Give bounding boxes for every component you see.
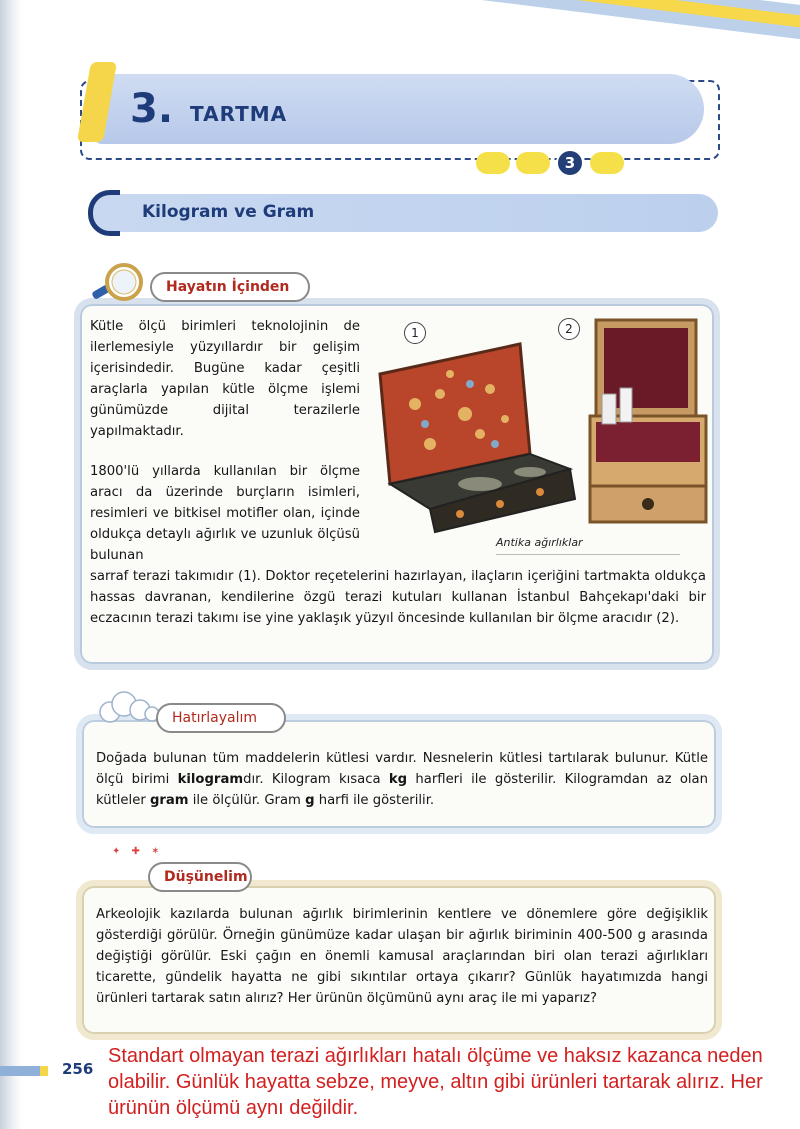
hayatin-icinden-text-continued: [90, 566, 706, 629]
antique-weights-photos: [370, 316, 710, 556]
footer-bar-accent: [40, 1066, 48, 1076]
hayatin-icinden-text: [90, 316, 360, 566]
photo-caption: Antika ağırlıklar: [496, 536, 583, 549]
progress-dot: [590, 152, 624, 174]
footer-bar: [0, 1066, 40, 1076]
sparkle-icon: ✦ ✚ ✶: [112, 846, 164, 857]
photo-number-2: 2: [558, 318, 580, 340]
text-run: dır. Kilogram kısaca: [243, 772, 389, 787]
hatirlayalim-text: [96, 748, 708, 811]
caption-divider: [496, 554, 680, 555]
paragraph: 1800'lü yıllarda kullanılan bir ölçme aracı da üzerinde burçların isimleri, resimleri ve bitkisel motifler olan, içinde oldukça detaylı ağırlık ve uzunluk ölçüsü bulunan: [90, 464, 360, 563]
term-gram: gram: [149, 793, 189, 808]
section-bracket: [88, 190, 120, 236]
chapter-number: 3.: [130, 86, 174, 132]
cloud-icon: [92, 690, 162, 726]
progress-dot: [476, 152, 510, 174]
paragraph: [96, 748, 708, 811]
page-number: 256: [62, 1060, 94, 1078]
text-run: Doğada bulunan tüm maddelerin kütlesi vardır. Nesnelerin kütlesi tartılarak bulunur. Kütle ölçü birimi: [96, 751, 708, 787]
text-run: harfi ile gösterilir.: [314, 793, 435, 808]
term-kilogram: kilogram: [177, 772, 244, 787]
hatirlayalim-label: Hatırlayalım: [156, 703, 286, 733]
paragraph: sarraf terazi takımıdır (1). Doktor reçetelerini hazırlayan, ilaçların içeriğini tartmakta oldukça hassas davranan, kendilerine özgü terazi kutuları kullanan İstanbul Bahçekapı'daki bir eczacının terazi takımı ise yine yaklaşık yüzyıl öncesinde kullanılan bir ölçme aracıdır (2).: [90, 569, 706, 626]
text-run: harfleri ile gösterilir. Kilogramdan az olan kütleler: [96, 772, 708, 808]
progress-dot: [516, 152, 550, 174]
magnifier-icon: [90, 262, 148, 306]
section-title-bar: [88, 194, 718, 232]
page-binding-edge: [0, 0, 22, 1129]
hayatin-icinden-label: Hayatın İçinden: [150, 272, 310, 302]
term-kg: kg: [388, 772, 408, 787]
handwritten-answer: Standart olmayan terazi ağırlıkları hatalı ölçüme ve haksız kazanca neden olabilir. Günlük hayatta sebze, meyve, altın gibi ürünleri tartarak alırız. Her ürünün ölçümü aynı değildir.: [108, 1045, 763, 1119]
chapter-banner: [94, 74, 704, 144]
term-g: g: [305, 793, 315, 808]
text-run: ile ölçülür. Gram: [188, 793, 306, 808]
chapter-progress-dots: [476, 150, 624, 176]
chapter-header: [80, 66, 720, 172]
chapter-badge: 3: [556, 149, 584, 177]
section-title: Kilogram ve Gram: [142, 202, 315, 222]
photo-number-1: 1: [404, 322, 426, 344]
pharmacy-scale-box-photo: [580, 316, 708, 526]
top-decoration: [360, 0, 800, 40]
antique-scale-box-photo: [370, 334, 580, 534]
dusunelim-label: Düşünelim: [148, 862, 252, 892]
paragraph: Arkeolojik kazılarda bulunan ağırlık birimlerinin kentlere ve dönemlere göre değişiklik gösterdiği görülür. Örneğin günümüze kadar ulaşan bir ağırlık biriminin 400-500 g arasında değiştiği görülür. Eski çağın en önemli kamusal araçlarından biri olan terazi ağırlıkları ticarette, gündelik hayatta ne gibi sıkıntılar ortaya çıkarır? Günlük hayatımızda hangi ürünleri tartarak satın alırız? Her ürünün ölçümünü aynı araç ile mi yaparız?: [96, 907, 708, 1006]
dusunelim-text: [96, 904, 708, 1009]
paragraph: Kütle ölçü birimleri teknolojinin de ilerlemesiyle yüzyıllardır bir gelişim içerisindedir. Bugüne kadar çeşitli araçlarla yapılan kütle ölçme işlemi günümüzde dijital terazilerle yapılmaktadır.: [90, 319, 360, 439]
chapter-title: TARTMA: [190, 102, 288, 126]
